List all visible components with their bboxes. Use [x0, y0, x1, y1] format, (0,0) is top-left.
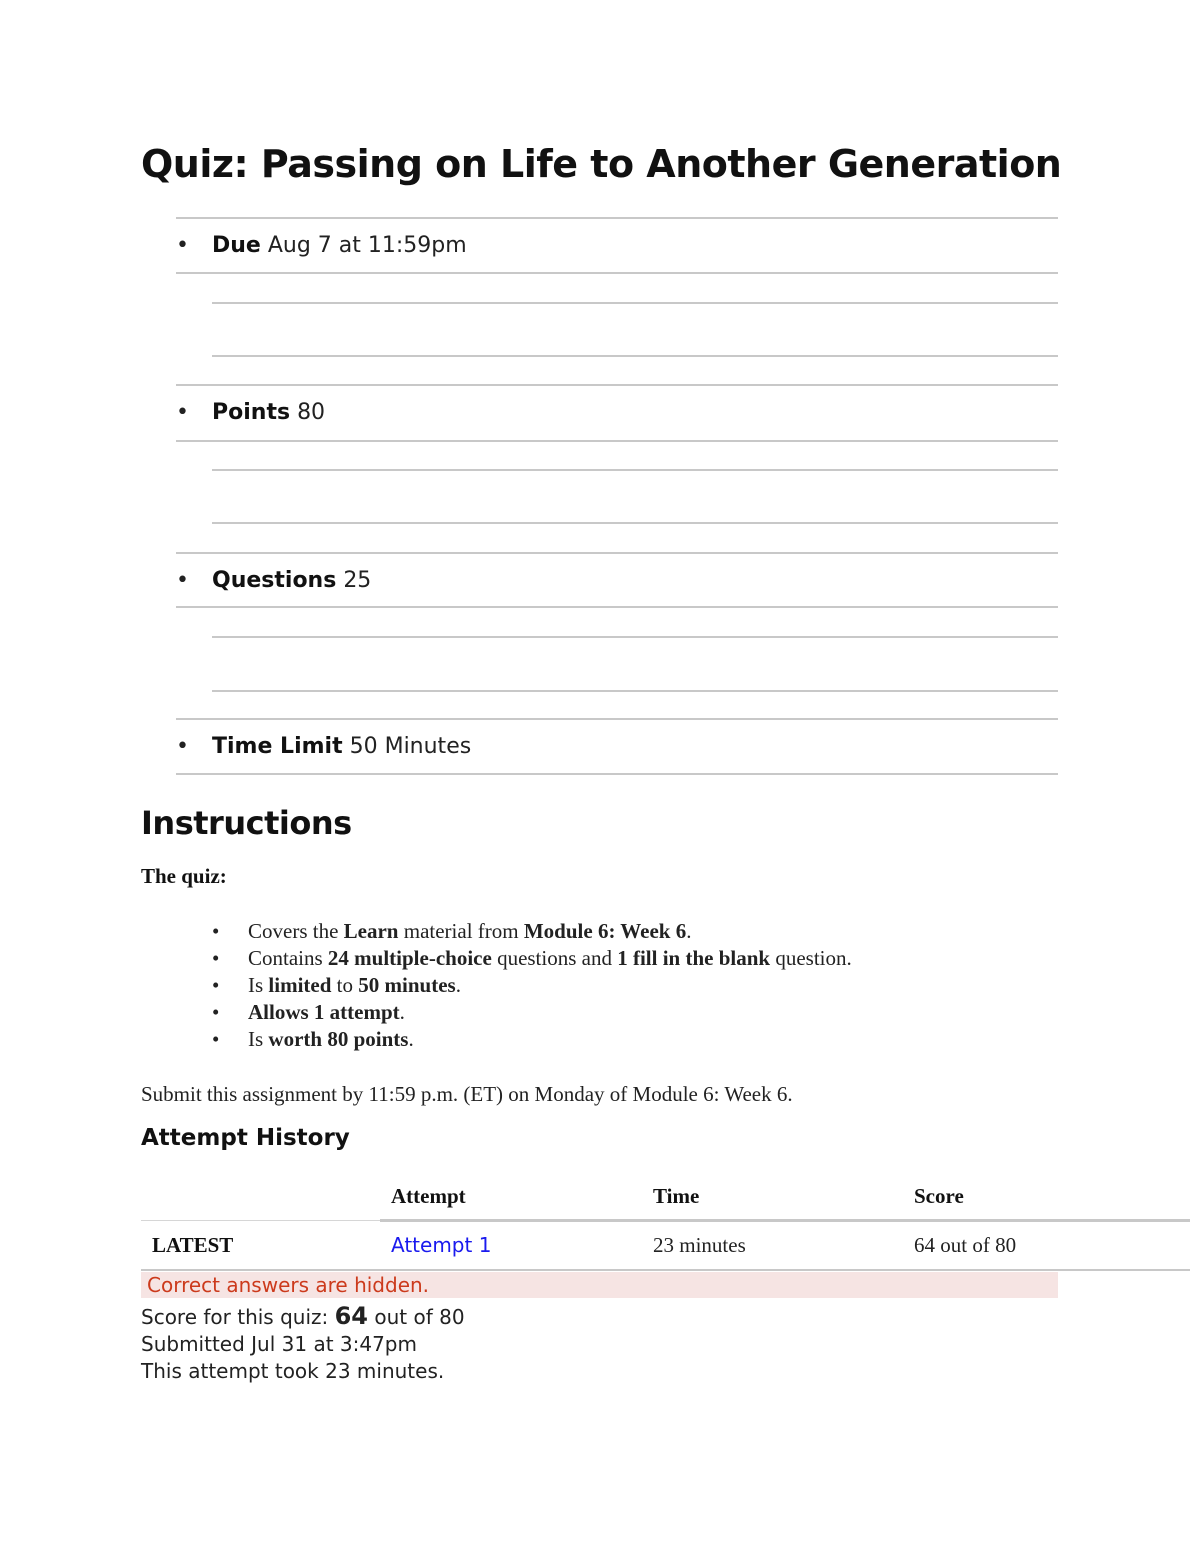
questions-label: Questions	[212, 568, 337, 593]
page-title: Quiz: Passing on Life to Another Generation	[141, 142, 1062, 186]
submit-note: Submit this assignment by 11:59 p.m. (ET) on Monday of Module 6: Week 6.	[141, 1082, 793, 1106]
bullet: •	[212, 973, 220, 997]
correct-answers-hidden-notice: Correct answers are hidden.	[141, 1272, 1058, 1298]
divider	[176, 384, 1058, 386]
questions-value: 25	[343, 568, 372, 593]
submitted-time: Submitted Jul 31 at 3:47pm	[141, 1332, 417, 1356]
divider	[176, 773, 1058, 775]
divider	[176, 606, 1058, 608]
instruction-text: question.	[770, 946, 852, 970]
instruction-text: questions and	[491, 946, 618, 970]
quiz-score	[141, 1302, 465, 1330]
instruction-emphasis: Module 6: Week 6	[523, 919, 687, 943]
instruction-text: Contains	[248, 946, 328, 970]
bullet: •	[176, 400, 189, 425]
instruction-text: .	[455, 973, 461, 997]
instruction-emphasis: 1 fill in the blank	[617, 946, 771, 970]
attempt-history-heading: Attempt History	[141, 1125, 350, 1151]
table-row-rule	[141, 1269, 1190, 1271]
divider	[176, 217, 1058, 219]
divider	[212, 302, 1058, 304]
instructions-intro: The quiz:	[141, 864, 227, 888]
table-header-rule	[380, 1219, 1190, 1222]
divider	[176, 552, 1058, 554]
bullet: •	[212, 919, 220, 943]
divider	[176, 440, 1058, 442]
divider	[212, 690, 1058, 692]
latest-tag: LATEST	[152, 1233, 234, 1257]
instruction-text: to	[331, 973, 359, 997]
points-label: Points	[212, 400, 291, 425]
instruction-emphasis: worth 80 points	[268, 1027, 409, 1051]
meta-points	[176, 400, 325, 425]
instruction-text: .	[686, 919, 692, 943]
points-value: 80	[297, 400, 326, 425]
score-prefix: Score for this quiz:	[141, 1305, 335, 1329]
instructions-list	[212, 918, 852, 1053]
meta-questions	[176, 568, 371, 593]
instruction-item	[212, 945, 852, 972]
instruction-emphasis: Learn	[343, 919, 399, 943]
time-limit-label: Time Limit	[212, 734, 343, 759]
instruction-emphasis: Allows 1 attempt	[248, 1000, 400, 1024]
instructions-heading: Instructions	[141, 804, 352, 842]
column-header-time: Time	[653, 1184, 700, 1208]
instruction-text: Is	[248, 1027, 269, 1051]
instruction-item	[212, 1026, 852, 1053]
divider	[176, 718, 1058, 720]
divider	[212, 636, 1058, 638]
instruction-text: Is	[248, 973, 269, 997]
instruction-emphasis: 50 minutes	[358, 973, 456, 997]
meta-due	[176, 233, 467, 258]
instruction-item	[212, 972, 852, 999]
score-value: 64	[334, 1302, 369, 1330]
column-header-score: Score	[914, 1184, 964, 1208]
meta-time-limit	[176, 734, 471, 759]
attempt-duration: This attempt took 23 minutes.	[141, 1359, 445, 1383]
instruction-text: material from	[398, 919, 524, 943]
instruction-text: .	[399, 1000, 405, 1024]
table-header-rule	[141, 1220, 380, 1221]
divider	[212, 355, 1058, 357]
score-suffix: out of 80	[368, 1305, 465, 1329]
bullet: •	[176, 568, 189, 593]
attempt-cell	[391, 1233, 491, 1257]
instruction-text: .	[408, 1027, 414, 1051]
column-header-attempt: Attempt	[391, 1184, 466, 1208]
bullet: •	[212, 1027, 220, 1051]
instruction-emphasis: 24 multiple-choice	[327, 946, 492, 970]
divider	[212, 522, 1058, 524]
bullet: •	[176, 734, 189, 759]
bullet: •	[212, 946, 220, 970]
due-value: Aug 7 at 11:59pm	[267, 233, 467, 258]
instruction-text: Covers the	[248, 919, 344, 943]
score-cell: 64 out of 80	[914, 1233, 1017, 1257]
instruction-item	[212, 999, 852, 1026]
divider	[176, 272, 1058, 274]
divider	[212, 469, 1058, 471]
bullet: •	[212, 1000, 220, 1024]
due-label: Due	[212, 233, 261, 258]
instruction-emphasis: limited	[268, 973, 332, 997]
time-limit-value: 50 Minutes	[349, 734, 472, 759]
bullet: •	[176, 233, 189, 258]
time-cell: 23 minutes	[653, 1233, 746, 1257]
attempt-link[interactable]: Attempt 1	[391, 1233, 492, 1257]
instruction-item	[212, 918, 852, 945]
